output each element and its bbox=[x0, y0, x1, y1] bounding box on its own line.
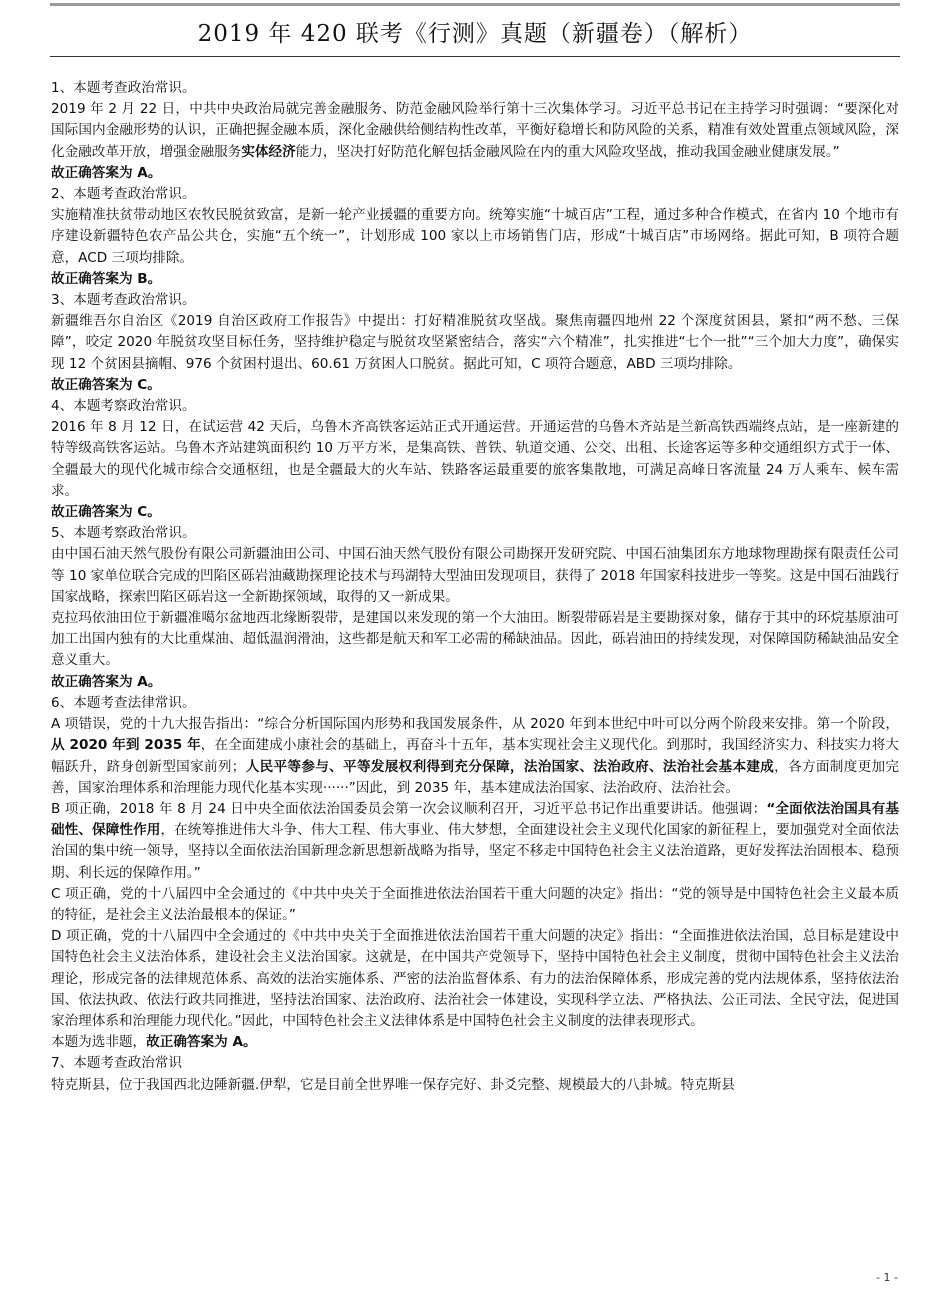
answer-line: 故正确答案为 C。 bbox=[51, 504, 161, 521]
question-paragraph: 特克斯县，位于我国西北边陲新疆.伊犁，它是目前全世界唯一保存完好、卦爻完整、规模最大的八卦城。特克斯县 bbox=[51, 1076, 736, 1093]
question-paragraph: 由中国石油天然气股份有限公司新疆油田公司、中国石油天然气股份有限公司勘探开发研究院、中国石油集团东方地球物理勘探有限责任公司等 10 家单位联合完成的凹陷区砾岩油藏勘探理论技术与玛湖特大型油田发现项目，获得了 2018 年国家科技进步一等奖。这是中国石油践行国家战略，探索凹陷区砾岩这一全新勘探领域，取得的又一新成果。 bbox=[51, 546, 899, 605]
question-heading: 2、本题考查政治常识。 bbox=[51, 186, 196, 203]
answer-line: 故正确答案为 A。 bbox=[51, 673, 162, 690]
option-c-paragraph: C 项正确，党的十八届四中全会通过的《中共中央关于全面推进依法治国若干重大问题的决定》指出：“党的领导是中国特色社会主义最本质的特征，是社会主义法治最根本的保证。” bbox=[51, 885, 899, 923]
option-b-paragraph: B 项正确，2018 年 8 月 24 日中央全面依法治国委员会第一次会议顺利召开，习近平总书记作出重要讲话。他强调：“全面依法治国具有基础性、保障性作用，在统筹推进伟大斗争、伟大工程、伟大事业、伟大梦想，全面建设社会主义现代化国家的新征程上，要加强党对全面依法治国的集中统一领导，坚持以全面依法治国新理念新思想新战略为指导，坚定不移走中国特色社会主义法治道路，更好发挥法治固根本、稳预期、利长远的保障作用。” bbox=[51, 800, 900, 881]
page-number: - 1 - bbox=[876, 1271, 898, 1284]
question-heading: 1、本题考查政治常识。 bbox=[51, 80, 196, 96]
question-heading: 6、本题考查法律常识。 bbox=[51, 694, 196, 711]
top-rule bbox=[50, 3, 900, 6]
page-title: 2019 年 420 联考《行测》真题（新疆卷）（解析） bbox=[197, 21, 753, 47]
question-paragraph: 克拉玛依油田位于新疆准噶尔盆地西北缘断裂带，是建国以来发现的第一个大油田。断裂带砾岩是主要勘探对象，储存于其中的环烷基原油可加工出国内独有的大比重煤油、超低温润滑油，这些都是航天和军工必需的稀缺油品。因此，砾岩油田的持续发现，对保障国防稀缺油品安全意义重大。 bbox=[51, 610, 899, 669]
question-heading: 4、本题考察政治常识。 bbox=[51, 398, 196, 415]
question-paragraph: 2016 年 8 月 12 日，在试运营 42 天后，乌鲁木齐高铁客运站正式开通运营。开通运营的乌鲁木齐站是兰新高铁西端终点站，是一座新建的特等级高铁客运站。乌鲁木齐站建筑面积约 10 万平方米，是集高铁、普铁、轨道交通、公交、出租、长途客运等多种交通组织方式于一体、全疆最大的现代化城市综合交通枢纽，也是全疆最大的火车站、铁路客运最重要的旅客集散地，可满足高峰日客流量 24 万人乘车、候车需求。 bbox=[51, 419, 899, 499]
title-rule bbox=[50, 56, 900, 57]
answer-line: 故正确答案为 A。 bbox=[51, 164, 162, 181]
option-a-paragraph: A 项错误，党的十九大报告指出：“综合分析国际国内形势和我国发展条件，从 2020 年到本世纪中叶可以分两个阶段来安排。第一个阶段，从 2020 年到 2035 年，在全面建成小康社会的基础上，再奋斗十五年，基本实现社会主义现代化。到那时，我国经济实力、科技实力将大幅跃升，跻身创新型国家前列；人民平等参与、平等发展权利得到充分保障，法治国家、法治政府、法治社会基本建成，各方面制度更加完善，国家治理体系和治理能力现代化基本实现······”因此，到 2035 年，基本建成法治国家、法治政府、法治社会。 bbox=[51, 716, 900, 796]
question-heading: 5、本题考察政治常识。 bbox=[51, 525, 196, 542]
option-d-paragraph: D 项正确，党的十八届四中全会通过的《中共中央关于全面推进依法治国若干重大问题的决定》指出：“全面推进依法治国，总目标是建设中国特色社会主义法治体系，建设社会主义法治国家。这就是，在中国共产党领导下，坚持中国特色社会主义制度，贯彻中国特色社会主义法治理论，形成完备的法律规范体系、高效的法治实施体系、严密的法治监督体系、有力的法治保障体系，形成完善的党内法规体系，坚持依法治国、依法执政、依法行政共同推进，坚持法治国家、法治政府、法治社会一体建设，实现科学立法、严格执法、公正司法、全民守法，促进国家治理体系和治理能力现代化。”因此，中国特色社会主义法律体系是中国特色社会主义制度的法律表现形式。 bbox=[51, 928, 899, 1029]
answer-line: 故正确答案为 C。 bbox=[51, 376, 161, 393]
question-heading: 7、本题考查政治常识 bbox=[51, 1055, 182, 1072]
answer-line: 故正确答案为 B。 bbox=[51, 270, 162, 287]
question-paragraph: 2019 年 2 月 22 日，中共中央政治局就完善金融服务、防范金融风险举行第十三次集体学习。习近平总书记在主持学习时强调：“要深化对国际国内金融形势的认识，正确把握金融本质，深化金融供给侧结构性改革，平衡好稳增长和防风险的关系，精准有效处置重点领域风险，深化金融改革开放，增强金融服务实体经济能力，坚决打好防范化解包括金融风险在内的重大风险攻坚战，推动我国金融业健康发展。” bbox=[51, 101, 899, 160]
question-paragraph: 新疆维吾尔自治区《2019 自治区政府工作报告》中提出：打好精准脱贫攻坚战。聚焦南疆四地州 22 个深度贫困县，紧扣“两不愁、三保障”，咬定 2020 年脱贫攻坚目标任务，坚持维护稳定与脱贫攻坚紧密结合，落实“六个精准”，扎实推进“七个一批”“三个加大力度”，确保实现 12 个贫困县摘帽、976 个贫困村退出、60.61 万贫困人口脱贫。据此可知，C 项符合题意，ABD 三项均排除。 bbox=[51, 313, 899, 372]
question-heading: 3、本题考查政治常识。 bbox=[51, 292, 196, 309]
answer-line: 本题为选非题，故正确答案为 A。 bbox=[51, 1034, 257, 1051]
question-paragraph: 实施精准扶贫带动地区农牧民脱贫致富，是新一轮产业援疆的重要方向。统筹实施“十城百店”工程，通过多种合作模式，在省内 10 个地市有序建设新疆特色农产品公共仓，实施“五个统一”，计划形成 100 家以上市场销售门店，形成“十城百店”市场网络。据此可知，B 项符合题意，ACD 三项均排除。 bbox=[51, 207, 899, 266]
document-body bbox=[51, 78, 899, 1096]
